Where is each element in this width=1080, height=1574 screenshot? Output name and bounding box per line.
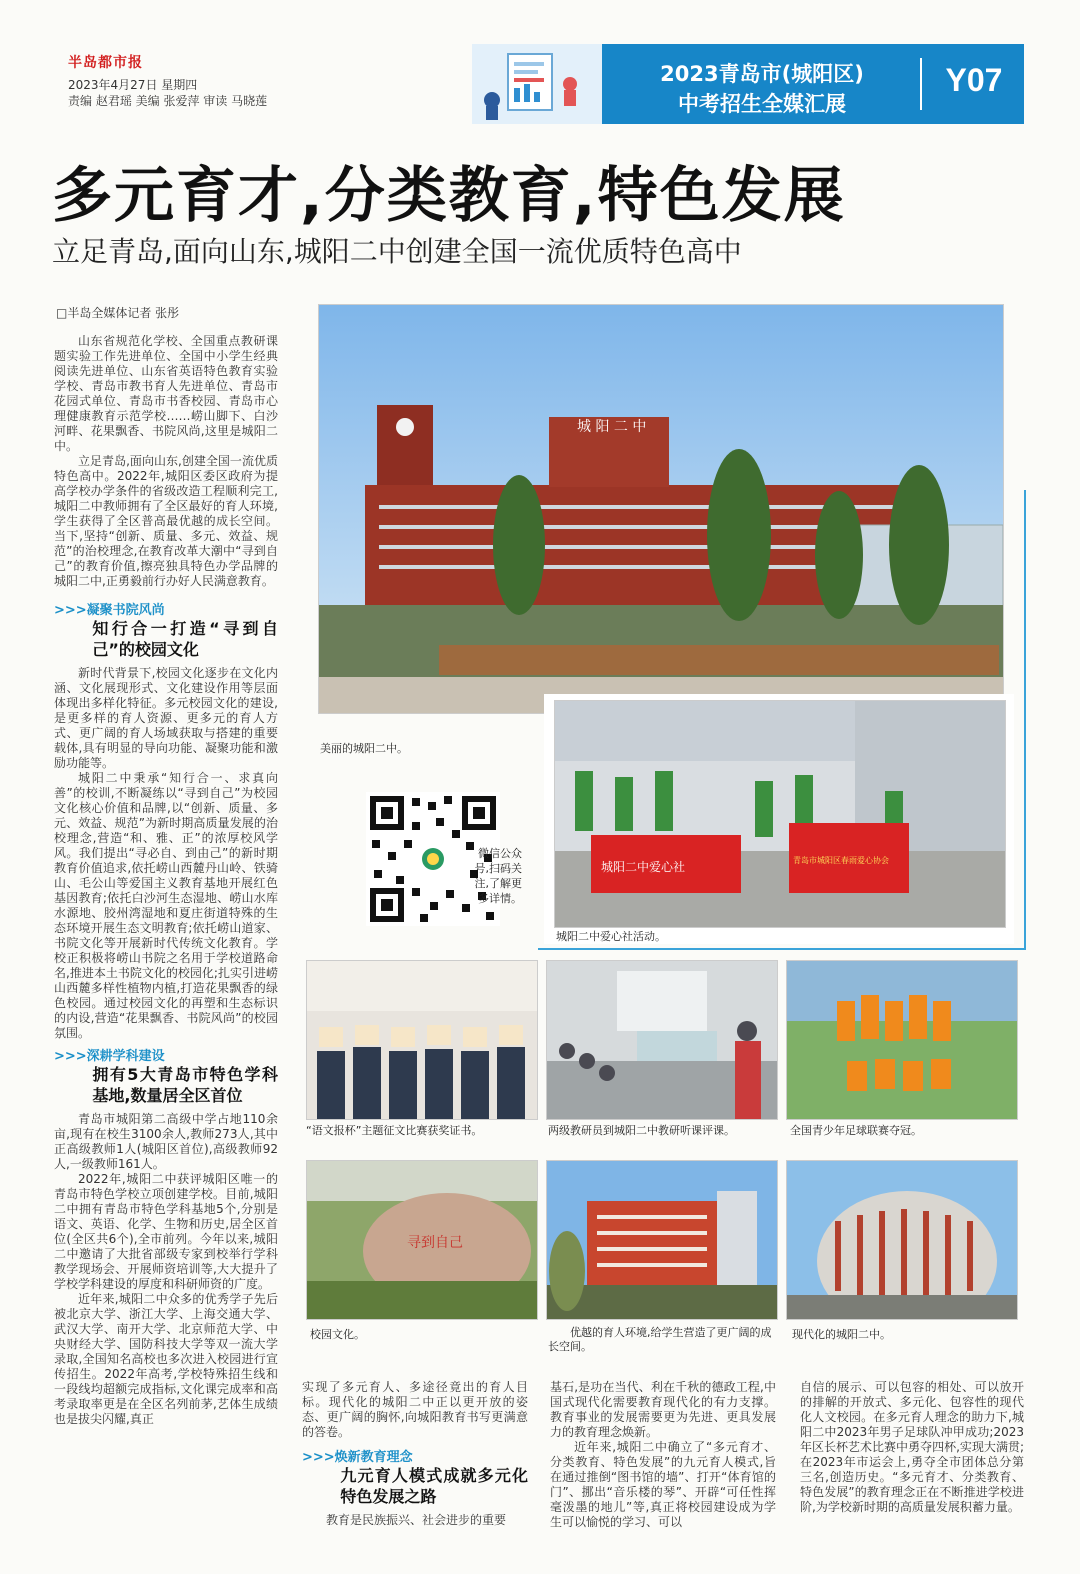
date-line: 2023年4月27日 星期四: [68, 78, 198, 92]
page-number: Y07: [945, 62, 1003, 98]
volunteer-photo: [554, 700, 1006, 928]
section-tag: >>>深耕学科建设: [54, 1049, 165, 1064]
column-3: [550, 1380, 776, 1564]
section-paragraph: 教育是民族振兴、社会进步的重要: [326, 1513, 507, 1527]
section-title: 知行合一打造“寻到自己”的校园文化: [92, 619, 278, 659]
subheadline: 立足青岛,面向山东,城阳二中创建全国一流优质特色高中: [52, 235, 742, 268]
column-3-continued: 基石,是功在当代、利在千秋的德政工程,中国式现代化需要教育现代化的有力支撑。教育事业的发展需要更为先进、更具发展力的教育理念焕新。: [550, 1380, 776, 1439]
section-paragraph: 近年来,城阳二中众多的优秀学子先后被北京大学、浙江大学、上海交通大学、武汉大学、南开大学、北京师范大学、中央财经大学、国防科技大学等双一流大学录取,全国知名高校也多次进入校园进行宣传招生。2022年高考,学校特殊招生线和一段线均超额完成指标,文化课完成率和高考录取率更是在全区名列前茅,艺体生成绩也是拔尖闪耀,真正: [54, 1292, 278, 1426]
editors-line: 责编 赵君瑶 美编 张爱萍 审读 马晓莲: [68, 94, 268, 108]
classroom-photo: [546, 960, 778, 1120]
stone-photo: [306, 1160, 538, 1320]
building-sign: 城 阳 二 中: [577, 419, 647, 435]
modern-building-photo: [786, 1160, 1018, 1320]
section-paragraph: 青岛市城阳第二高级中学占地110余亩,现有在校生3100余人,教师273人,其中正高级教师1人(城阳区首位),高级教师92人,一级教师161人。: [54, 1112, 278, 1171]
column-4: [800, 1380, 1024, 1564]
football-photo: [786, 960, 1018, 1120]
section-paragraph: 近年来,城阳二中确立了“多元育才、分类教育、特色发展”的九元育人模式,旨在通过推倒“图书馆的墙”、打开“体育馆的门”、挪出“音乐楼的琴”、开辟“可任性挥毫泼墨的地儿”等,真正将校园建设成为学生可以愉悦的学习、可以: [550, 1440, 776, 1529]
caption-culture: 校园文化。: [310, 1328, 365, 1341]
section-paragraph: 城阳二中秉承“知行合一、求真向善”的校训,不断凝练以“寻到自己”为校园文化核心价值和品牌,以“创新、质量、多元、效益、规范”为新时期高质量发展的治校理念,营造“和、雅、正”的浓厚校风学风。我们提出“寻必自、到由己”的新时期教育价值追求,依托崂山西麓丹山岭、铁骑山、毛公山等爱国主义教育基地开展红色基因教育;依托白沙河生态湿地、崂山水库水源地、胶州湾湿地和夏庄街道特殊的生态环境开展生态文明教育;依托崂山道家、书院文化等开展新时代传统文化教育。学校正积极将崂山书院之名用于学校道路命名,推进本土书院文化的校园化;扎实引进崂山西麓多样性植物内植,打造花果飘香的绿色校园。通过校园文化的再塑和生态标识的内设,营造“花果飘香、书院风尚”的校园氛围。: [54, 771, 278, 1040]
headline: 多元育才,分类教育,特色发展: [52, 161, 846, 231]
section-tag: >>>焕新教育理念: [302, 1450, 413, 1465]
intro-paragraph-2: 立足青岛,面向山东,创建全国一流优质特色高中。2022年,城阳区委区政府为提高学校办学条件的省级改造工程顺利完工,城阳二中教师拥有了全区最好的育人环境,学生获得了全区普高最优越的成长空间。当下,坚持“创新、质量、多元、效益、规范”的治校理念,在教育改革大潮中“寻到自己”的教育价值,擦亮独具特色办学品牌的城阳二中,正勇毅前行办好人民满意教育。: [54, 454, 278, 588]
section-title: 九元育人模式成就多元化特色发展之路: [340, 1466, 528, 1506]
column-4-continued: 自信的展示、可以包容的相处、可以放开的排解的开放式、多元化、包容性的现代化人文校园。在多元育人理念的助力下,城阳二中2023年男子足球队冲甲成功;2023年区长杯艺术比赛中勇夺四杯,实现大满贯;在2023年市运会上,勇夺全市团体总分第三名,创造历史。“多元育才、分类教育、特色发展”的教育理念正在不断推进学校进阶,为学校新时期的高质量发展积蓄力量。: [800, 1380, 1024, 1514]
banner-text-association: 青岛市城阳区春雨爱心协会: [793, 856, 889, 865]
section-paragraph: 新时代背景下,校园文化逐步在文化内涵、文化展现形式、文化建设作用等层面体现出多样化特征。多元校园文化的建设,是更多样的育人资源、更多元的育人方式、更广阔的育人场域获取与搭建的重要载体,具有明显的导向功能、凝聚功能和激励功能等。: [54, 666, 278, 770]
caption-volunteer: 城阳二中爱心社活动。: [556, 930, 666, 943]
column-2: [302, 1380, 528, 1564]
caption-award: “语文报杯”主题征文比赛获奖证书。: [306, 1124, 483, 1137]
banner-title-line2: 中考招生全媒汇展: [678, 92, 846, 116]
intro-paragraph-1: 山东省规范化学校、全国重点教研课题实验工作先进单位、全国中小学生经典阅读先进单位、山东省英语特色教育实验学校、青岛市教书育人先进单位、青岛市花园式单位、青岛市书香校园、青岛市心理健康教育示范学校……崂山脚下、白沙河畔、花果飘香、书院风尚,这里是城阳二中。: [54, 334, 278, 453]
banner-illustration: [472, 44, 602, 124]
caption-research: 两级教研员到城阳二中教研听课评课。: [548, 1124, 735, 1137]
caption-main-photo: 美丽的城阳二中。: [320, 742, 408, 755]
caption-environment: 优越的育人环境,给学生营造了更广阔的成长空间。: [548, 1326, 772, 1353]
stone-inscription: 寻到自己: [407, 1235, 463, 1251]
caption-football: 全国青少年足球联赛夺冠。: [790, 1124, 922, 1137]
section-banner: [472, 44, 1024, 124]
banner-text-club: 城阳二中爱心社: [601, 860, 686, 874]
section-title: 拥有5大青岛市特色学科基地,数量居全区首位: [92, 1065, 278, 1105]
column-1: [54, 334, 278, 1562]
environment-photo: [546, 1160, 778, 1320]
banner-divider: [920, 58, 922, 110]
caption-modern: 现代化的城阳二中。: [792, 1328, 891, 1341]
byline: □半岛全媒体记者 张彤: [56, 306, 180, 320]
qr-caption: 微信公众号,扫码关注,了解更多详情。: [474, 847, 522, 905]
award-photo: [306, 960, 538, 1120]
section-tag: >>>凝聚书院风尚: [54, 603, 165, 618]
newspaper-logo: 半岛都市报: [68, 55, 143, 71]
banner-title-line1: 2023青岛市(城阳区): [660, 62, 864, 86]
column-2-continued: 实现了多元育人、多途径竟出的育人目标。现代化的城阳二中正以更开放的姿态、更广阔的胸怀,向城阳教育书写更满意的答卷。: [302, 1380, 528, 1439]
section-paragraph: 2022年,城阳二中获评城阳区唯一的青岛市特色学校立项创建学校。目前,城阳二中拥有青岛市特色学科基地5个,分别是语文、英语、化学、生物和历史,居全区首位(全区共6个),全市前列。今年以来,城阳二中邀请了大批省部级专家到校举行学科教学现场会、开展师资培训等,大大提升了学校学科建设的厚度和科研师资的广度。: [54, 1172, 278, 1291]
